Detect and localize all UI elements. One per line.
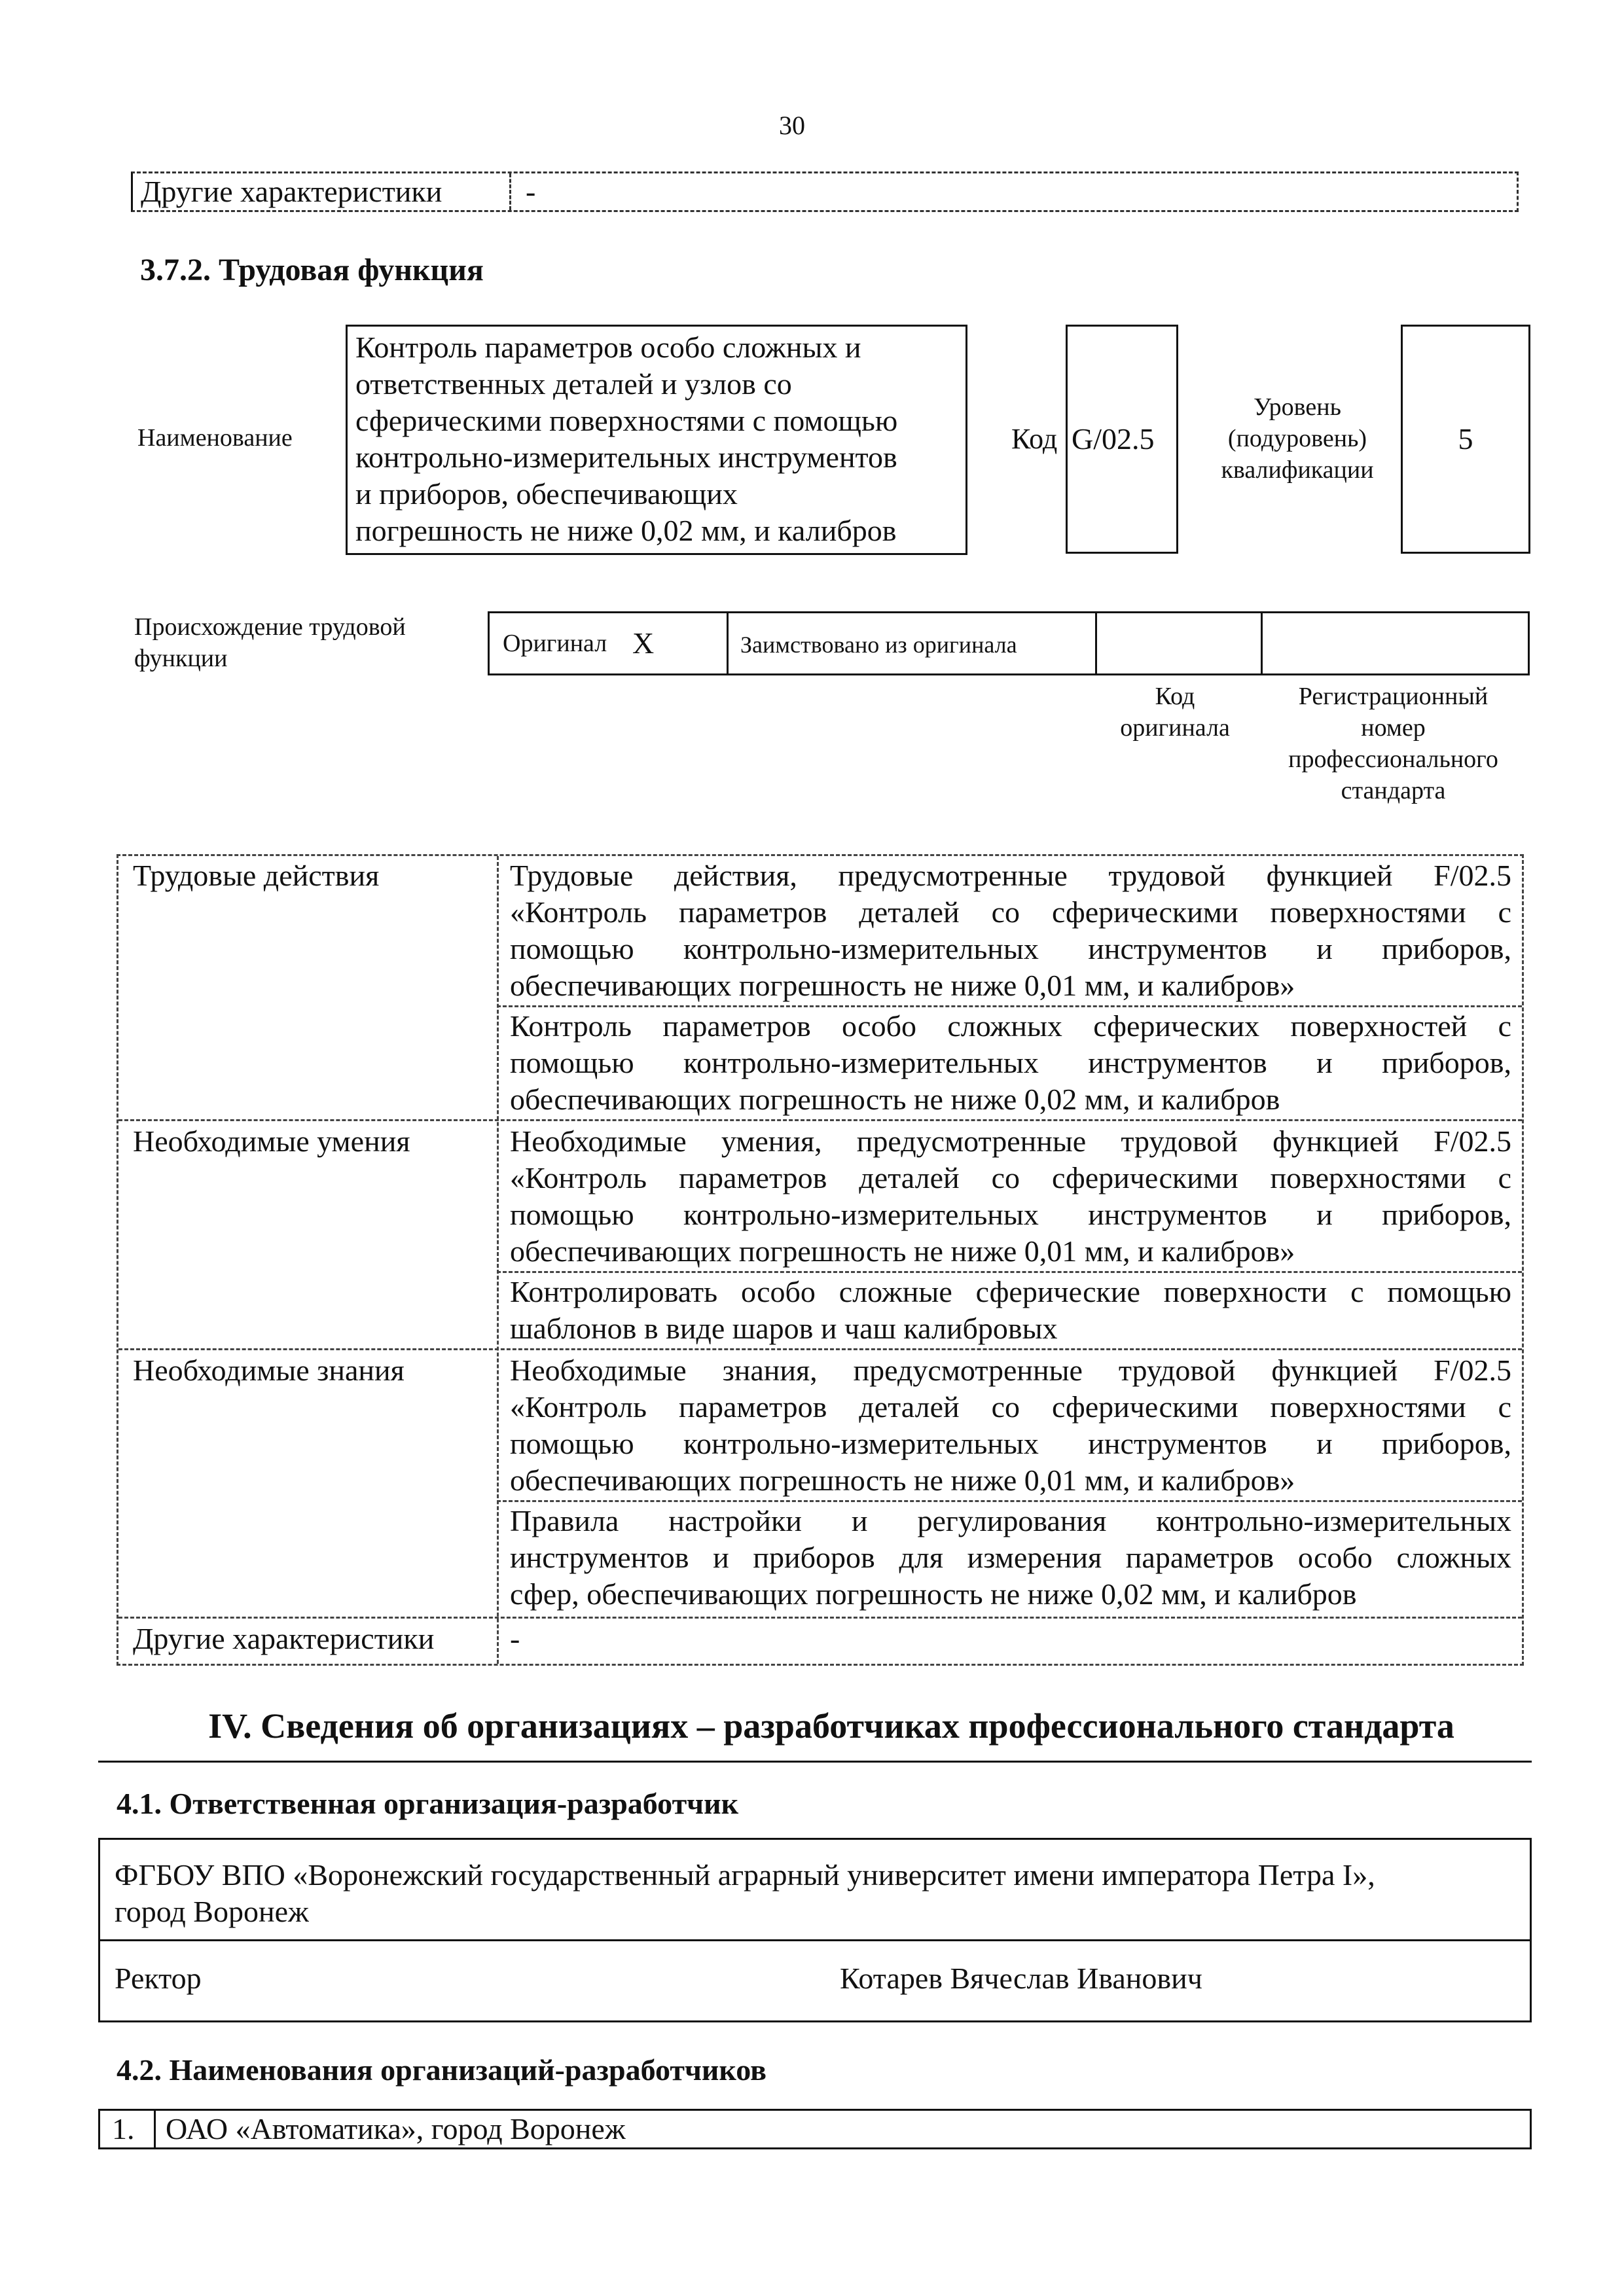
origin-label [134, 611, 406, 674]
details-line: обеспечивающих погрешность не ниже 0,02 мм, и калибров [510, 1083, 1280, 1116]
s42-table [98, 2109, 1532, 2149]
details-line: Контролировать особо сложные сферические поверхности с помощью [510, 1275, 1511, 1308]
section-title: 3.7.2. Трудовая функция [140, 253, 484, 287]
level-box [1401, 325, 1530, 554]
origin-cell-code [1097, 613, 1263, 673]
details-line: «Контроль параметров деталей со сферическими поверхностями с [510, 895, 1511, 929]
code-caption [1093, 681, 1257, 744]
name-line: контрольно-измерительных инструментов [355, 440, 897, 474]
top-other-row [131, 171, 1519, 212]
top-other-value: - [526, 175, 536, 208]
s41-position: Ректор [115, 1962, 202, 1995]
details-label-actions: Трудовые действия [133, 859, 380, 892]
code-box [1066, 325, 1178, 554]
name-line: Контроль параметров особо сложных и [355, 331, 861, 364]
name-line: ответственных деталей и узлов со [355, 367, 792, 401]
details-block [510, 1503, 1511, 1613]
level-label-line: квалификации [1221, 456, 1374, 484]
reg-caption [1261, 681, 1526, 806]
origin-label-line: Происхождение трудовой [134, 613, 406, 641]
s41-table [98, 1838, 1532, 2022]
name-line: погрешность не ниже 0,02 мм, и калибров [355, 514, 897, 547]
reg-caption-line: номер [1361, 714, 1426, 742]
section4-title: IV. Сведения об организациях – разработчиках профессионального стандарта [208, 1706, 1454, 1746]
s42-item-name: ОАО «Автоматика», город Воронеж [166, 2112, 626, 2145]
details-sep [497, 1500, 1522, 1502]
details-line: обеспечивающих погрешность не ниже 0,01 мм, и калибров» [510, 1463, 1295, 1497]
details-line: сфер, обеспечивающих погрешность не ниже 0,02 мм, и калибров [510, 1577, 1357, 1611]
details-row-sep [118, 1348, 1522, 1350]
level-label-line: (подуровень) [1227, 425, 1367, 452]
origin-cell-borrowed [729, 613, 1097, 673]
details-block [510, 1352, 1511, 1499]
borrowed-label: Заимствовано из оригинала [740, 632, 1017, 658]
name-line: и приборов, обеспечивающих [355, 477, 738, 511]
details-label-knowledge: Необходимые знания [133, 1354, 405, 1387]
details-line: Трудовые действия, предусмотренные трудовой функцией F/02.5 [510, 859, 1511, 892]
details-sep [497, 1271, 1522, 1273]
s41-title: 4.1. Ответственная организация-разработчик [117, 1787, 739, 1820]
top-other-label: Другие характеристики [141, 175, 442, 208]
origin-cell-reg [1263, 613, 1528, 673]
details-sep [497, 1005, 1522, 1007]
code-label: Код [1011, 423, 1058, 455]
origin-table [488, 611, 1530, 675]
details-label-other: Другие характеристики [133, 1622, 435, 1655]
section4-rule [98, 1761, 1532, 1763]
details-block [510, 857, 1511, 1004]
details-line: помощью контрольно-измерительных инструментов и приборов, [510, 932, 1511, 965]
level-label-line: Уровень [1254, 393, 1341, 421]
s41-sep [100, 1939, 1530, 1941]
s41-org-line: город Воронеж [115, 1895, 309, 1928]
details-line: «Контроль параметров деталей со сферическими поверхностями с [510, 1390, 1511, 1424]
details-line: помощью контрольно-измерительных инструментов и приборов, [510, 1198, 1511, 1231]
details-row-sep [118, 1119, 1522, 1121]
code-value: G/02.5 [1072, 422, 1155, 456]
s41-person: Котарев Вячеслав Иванович [840, 1962, 1202, 1995]
details-line: обеспечивающих погрешность не ниже 0,01 мм, и калибров» [510, 969, 1295, 1002]
page-number: 30 [779, 111, 805, 140]
details-line: «Контроль параметров деталей со сферическими поверхностями с [510, 1161, 1511, 1194]
origin-cell-original [490, 613, 729, 673]
details-line: Необходимые знания, предусмотренные трудовой функцией F/02.5 [510, 1354, 1511, 1387]
s42-divider [154, 2111, 156, 2147]
name-box [346, 325, 967, 555]
details-table [117, 854, 1524, 1666]
s42-title: 4.2. Наименования организаций-разработчиков [117, 2053, 767, 2087]
reg-caption-line: профессионального [1288, 745, 1498, 773]
original-label: Оригинал [503, 630, 607, 657]
details-block [510, 1274, 1511, 1347]
level-label [1199, 391, 1396, 486]
details-line: инструментов и приборов для измерения параметров особо сложных [510, 1541, 1511, 1574]
details-line: Необходимые умения, предусмотренные трудовой функцией F/02.5 [510, 1124, 1511, 1158]
level-value: 5 [1458, 422, 1473, 456]
details-line: помощью контрольно-измерительных инструментов и приборов, [510, 1046, 1511, 1079]
origin-label-line: функции [134, 645, 228, 672]
reg-caption-line: стандарта [1341, 777, 1446, 804]
s41-org-line: ФГБОУ ВПО «Воронежский государственный аграрный университет имени императора Петра I», [115, 1858, 1375, 1892]
name-line: сферическими поверхностями с помощью [355, 404, 898, 437]
original-mark: X [632, 626, 655, 660]
details-line: Контроль параметров особо сложных сферических поверхностей с [510, 1009, 1511, 1043]
details-line: шаблонов в виде шаров и чаш калибровых [510, 1312, 1058, 1345]
details-label-skills: Необходимые умения [133, 1124, 410, 1158]
details-line: обеспечивающих погрешность не ниже 0,01 мм, и калибров» [510, 1234, 1295, 1268]
name-label: Наименование [137, 424, 293, 452]
code-caption-line: Код [1155, 683, 1195, 710]
details-other-value: - [510, 1622, 520, 1655]
details-line: Правила настройки и регулирования контрольно-измерительных [510, 1504, 1511, 1537]
details-block [510, 1008, 1511, 1118]
reg-caption-line: Регистрационный [1298, 683, 1489, 710]
s42-item-num: 1. [112, 2112, 135, 2145]
details-block [510, 1123, 1511, 1270]
details-line: помощью контрольно-измерительных инструментов и приборов, [510, 1427, 1511, 1460]
top-other-divider [509, 173, 511, 210]
details-divider [497, 856, 499, 1664]
details-row-sep [118, 1617, 1522, 1619]
code-caption-line: оригинала [1120, 714, 1230, 742]
